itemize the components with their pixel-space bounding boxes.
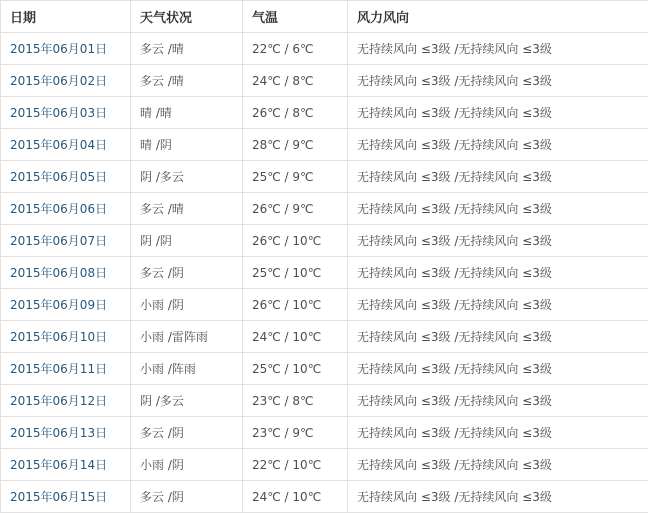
date-cell [1,161,131,193]
wind-text: 无持续风向 ≤3级 /无持续风向 ≤3级 [357,298,552,312]
wind-text: 无持续风向 ≤3级 /无持续风向 ≤3级 [357,362,552,376]
date-cell [1,225,131,257]
temp-text: 28℃ / 9℃ [252,137,314,152]
wind-text: 无持续风向 ≤3级 /无持续风向 ≤3级 [357,458,552,472]
wind-cell [348,225,648,257]
date-cell [1,193,131,225]
date-link[interactable]: 2015年06月12日 [10,394,108,408]
temp-cell [243,289,348,321]
header-row [1,1,648,33]
date-cell [1,289,131,321]
date-link[interactable]: 2015年06月04日 [10,138,108,152]
temp-cell [243,353,348,385]
temp-text: 25℃ / 9℃ [252,169,314,184]
date-cell [1,33,131,65]
temp-cell [243,257,348,289]
temp-cell [243,161,348,193]
wind-text: 无持续风向 ≤3级 /无持续风向 ≤3级 [357,138,552,152]
date-cell [1,97,131,129]
wind-cell [348,417,648,449]
weather-text: 阴 /多云 [140,170,184,184]
wind-text: 无持续风向 ≤3级 /无持续风向 ≤3级 [357,106,552,120]
wind-text: 无持续风向 ≤3级 /无持续风向 ≤3级 [357,426,552,440]
date-cell [1,449,131,481]
table-row [1,193,648,225]
weather-text: 多云 /晴 [140,202,184,216]
table-row [1,161,648,193]
table-row [1,353,648,385]
temp-cell [243,385,348,417]
weather-text: 多云 /阴 [140,426,184,440]
temp-text: 24℃ / 8℃ [252,73,314,88]
temp-cell [243,449,348,481]
table-row [1,417,648,449]
weather-cell [131,65,243,97]
weather-text: 阴 /多云 [140,394,184,408]
wind-cell [348,449,648,481]
weather-text: 阴 /阴 [140,234,172,248]
weather-cell [131,97,243,129]
date-cell [1,481,131,513]
date-link[interactable]: 2015年06月09日 [10,298,108,312]
temp-text: 24℃ / 10℃ [252,329,322,344]
weather-cell [131,449,243,481]
wind-cell [348,353,648,385]
wind-text: 无持续风向 ≤3级 /无持续风向 ≤3级 [357,490,552,504]
temp-text: 25℃ / 10℃ [252,265,322,280]
table-row [1,129,648,161]
weather-cell [131,321,243,353]
weather-cell [131,33,243,65]
date-link[interactable]: 2015年06月15日 [10,490,108,504]
weather-text: 多云 /晴 [140,74,184,88]
date-link[interactable]: 2015年06月10日 [10,330,108,344]
wind-text: 无持续风向 ≤3级 /无持续风向 ≤3级 [357,266,552,280]
weather-text: 多云 /晴 [140,42,184,56]
date-link[interactable]: 2015年06月07日 [10,234,108,248]
date-cell [1,417,131,449]
table-row [1,97,648,129]
weather-text: 晴 /晴 [140,106,172,120]
date-link[interactable]: 2015年06月03日 [10,106,108,120]
temp-cell [243,129,348,161]
table-row [1,33,648,65]
table-row [1,321,648,353]
date-cell [1,129,131,161]
weather-cell [131,385,243,417]
date-link[interactable]: 2015年06月08日 [10,266,108,280]
date-link[interactable]: 2015年06月02日 [10,74,108,88]
weather-cell [131,417,243,449]
wind-cell [348,65,648,97]
table-row [1,257,648,289]
temp-cell [243,65,348,97]
weather-text: 多云 /阴 [140,490,184,504]
weather-text: 小雨 /阴 [140,298,184,312]
temp-text: 23℃ / 8℃ [252,393,314,408]
wind-text: 无持续风向 ≤3级 /无持续风向 ≤3级 [357,394,552,408]
table-header [1,1,648,33]
wind-cell [348,161,648,193]
table-row [1,481,648,513]
wind-cell [348,385,648,417]
column-header-wind: 风力风向 [348,1,648,33]
weather-text: 小雨 /雷阵雨 [140,330,208,344]
temp-text: 22℃ / 10℃ [252,457,322,472]
temp-cell [243,193,348,225]
date-cell [1,353,131,385]
wind-text: 无持续风向 ≤3级 /无持续风向 ≤3级 [357,234,552,248]
temp-cell [243,225,348,257]
date-cell [1,257,131,289]
wind-cell [348,481,648,513]
temp-cell [243,417,348,449]
temp-cell [243,33,348,65]
temp-text: 26℃ / 8℃ [252,105,314,120]
wind-text: 无持续风向 ≤3级 /无持续风向 ≤3级 [357,330,552,344]
table-body [1,33,648,513]
weather-cell [131,257,243,289]
weather-cell [131,161,243,193]
temp-cell [243,97,348,129]
wind-cell [348,129,648,161]
date-link[interactable]: 2015年06月06日 [10,202,108,216]
wind-cell [348,97,648,129]
temp-text: 26℃ / 9℃ [252,201,314,216]
temp-text: 23℃ / 9℃ [252,425,314,440]
temp-cell [243,481,348,513]
weather-cell [131,289,243,321]
date-link[interactable]: 2015年06月14日 [10,458,108,472]
date-link[interactable]: 2015年06月05日 [10,170,108,184]
weather-text: 小雨 /阴 [140,458,184,472]
column-header-temp: 气温 [243,1,348,33]
temp-text: 24℃ / 10℃ [252,489,322,504]
table-row [1,385,648,417]
weather-text: 小雨 /阵雨 [140,362,196,376]
table-row [1,65,648,97]
wind-text: 无持续风向 ≤3级 /无持续风向 ≤3级 [357,170,552,184]
temp-text: 26℃ / 10℃ [252,233,322,248]
wind-cell [348,257,648,289]
weather-cell [131,129,243,161]
wind-text: 无持续风向 ≤3级 /无持续风向 ≤3级 [357,74,552,88]
date-link[interactable]: 2015年06月11日 [10,362,108,376]
date-cell [1,65,131,97]
weather-text: 晴 /阴 [140,138,172,152]
date-cell [1,321,131,353]
wind-text: 无持续风向 ≤3级 /无持续风向 ≤3级 [357,42,552,56]
weather-text: 多云 /阴 [140,266,184,280]
wind-cell [348,33,648,65]
wind-text: 无持续风向 ≤3级 /无持续风向 ≤3级 [357,202,552,216]
wind-cell [348,289,648,321]
date-link[interactable]: 2015年06月01日 [10,42,108,56]
table-row [1,225,648,257]
table-row [1,449,648,481]
wind-cell [348,193,648,225]
column-header-weather: 天气状况 [131,1,243,33]
temp-cell [243,321,348,353]
date-cell [1,385,131,417]
temp-text: 22℃ / 6℃ [252,41,314,56]
weather-cell [131,225,243,257]
column-header-date: 日期 [1,1,131,33]
wind-cell [348,321,648,353]
table-row [1,289,648,321]
temp-text: 26℃ / 10℃ [252,297,322,312]
weather-cell [131,353,243,385]
temp-text: 25℃ / 10℃ [252,361,322,376]
weather-cell [131,193,243,225]
weather-cell [131,481,243,513]
date-link[interactable]: 2015年06月13日 [10,426,108,440]
